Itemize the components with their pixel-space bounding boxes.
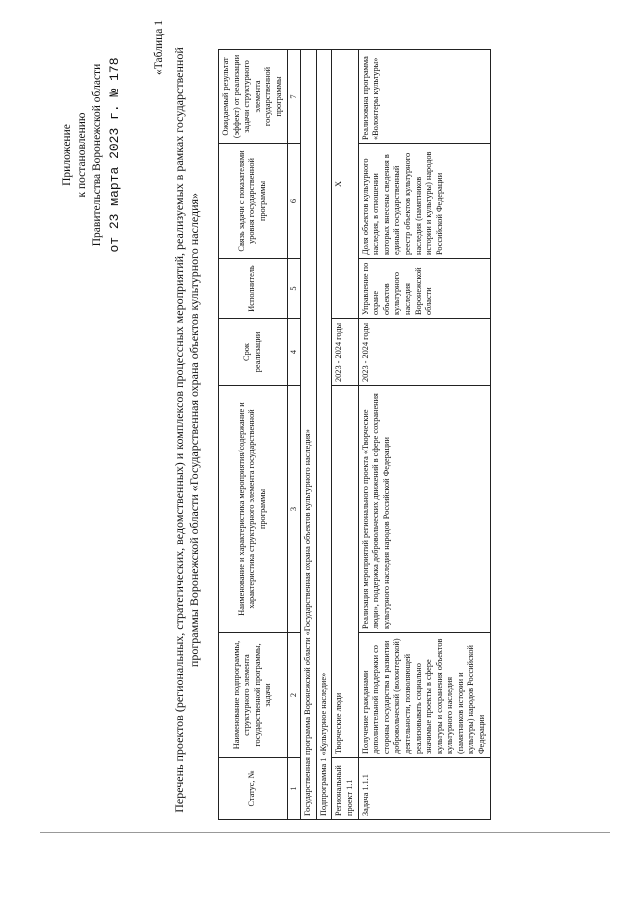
column-number-row [287,50,301,820]
task-link: Доля объектов культурного наследия, в отношении которых внесены сведения в единый государственный реестр объектов культурного наследия (памятников истории и культуры) народов Российской Федерации [358,144,490,259]
header-name: Наименование подпрограммы, структурного элемента государственной программы, задачи [219,633,288,758]
program-row [301,50,317,820]
subprogram-row [316,50,332,820]
task-executor: Управление по охране объектов культурного наследия Воронежской области [358,259,490,319]
appendix-line-1: Приложение [61,124,73,186]
document-title: Перечень проектов (региональных, стратегических, ведомственных) и комплексов процессных мероприятий, реализуемых в рамках государственной программы Воронежской области «Государственная охрана объектов культурного наследия» [172,47,201,813]
appendix-header [60,5,122,305]
task-result: Реализована программа «Волонтеры культуры» [358,50,490,144]
subprogram-title: Подпрограмма 1 «Культурное наследие» [316,50,332,820]
task-term: 2023 - 2024 годы [358,319,490,386]
col-number: 5 [287,259,301,319]
header-status: Статус, № [219,758,288,820]
project-name: Творческие люди [332,386,358,758]
header-executor: Исполнитель [219,259,288,319]
project-status: Региональный проект 1.1 [332,758,358,820]
col-number: 2 [287,633,301,758]
task-status: Задача 1.1.1 [358,758,490,820]
header-description: Наименование и характеристика мероприятия/содержание и характеристика структурного элемента государственной программы [219,386,288,633]
page-edge-line [40,832,610,833]
appendix-line-2: к постановлению [76,112,88,198]
appendix-line-3: Правительства Воронежской области [91,63,103,247]
col-number: 4 [287,319,301,386]
task-description: Реализация мероприятий регионального проекта «Творческие люди», поддержка добровольческих движений в сфере сохранения культурного наследия народов Российской Федерации [358,386,490,633]
task-row [358,50,490,820]
header-result: Ожидаемый результат (эффект) от реализации задачи структурного элемента государственной программы [219,50,288,144]
appendix-date: от 23 марта 2023 г. № 178 [107,57,122,253]
program-title: Государственная программа Воронежской области «Государственная охрана объектов культурного наследия» [301,50,317,820]
task-name: Получение гражданами дополнительной поддержки со стороны государства в развитии добровольческой (волонтерской) деятельности, позволяющей реализовывать социально значимые проекты в сфере культуры и сохранения объектов культурного наследия (памятников истории и культуры) народов Российской Федерации [358,633,490,758]
project-link: X [332,50,358,319]
projects-table [218,49,491,820]
col-number: 7 [287,50,301,144]
col-number: 1 [287,758,301,820]
col-number: 6 [287,144,301,259]
col-number: 3 [287,386,301,633]
header-term: Срок реализации [219,319,288,386]
table-number: «Таблица 1 [153,20,165,75]
project-row [332,50,358,820]
project-term: 2023 - 2024 годы [332,319,358,386]
table-header-row [219,50,288,820]
header-link: Связь задачи с показателями уровня государственной программы [219,144,288,259]
